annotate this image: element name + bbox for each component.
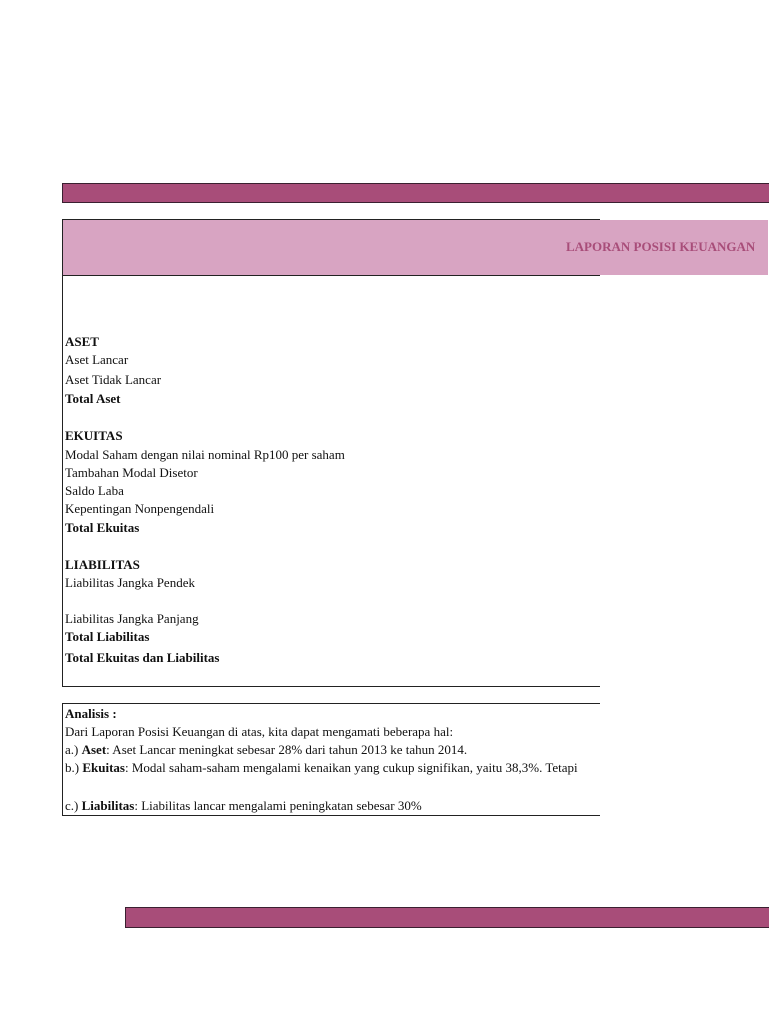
bottom-band [125, 907, 769, 928]
analysis-heading: Analisis : [65, 706, 117, 721]
ekuitas-item: Saldo Laba [65, 483, 124, 498]
ekuitas-item: Modal Saham dengan nilai nominal Rp100 per saham [65, 447, 345, 462]
liabilitas-heading: LIABILITAS [65, 557, 140, 572]
liabilitas-total: Total Liabilitas [65, 629, 150, 644]
page-title: LAPORAN POSISI KEUANGAN [566, 239, 756, 254]
liabilitas-item: Liabilitas Jangka Panjang [65, 611, 199, 626]
analysis-point: a.) Aset: Aset Lancar meningkat sebesar 28% dari tahun 2013 ke tahun 2014. [65, 742, 468, 757]
ekuitas-total: Total Ekuitas [65, 520, 140, 535]
aset-total: Total Aset [65, 391, 121, 406]
analysis-point: c.) Liabilitas: Liabilitas lancar mengalami peningkatan sebesar 30% [65, 798, 422, 813]
aset-item: Aset Lancar [65, 352, 129, 367]
aset-heading: ASET [65, 334, 99, 349]
ekuitas-heading: EKUITAS [65, 428, 123, 443]
analysis-point: b.) Ekuitas: Modal saham-saham mengalami kenaikan yang cukup signifikan, yaitu 38,3%. Tetapi [65, 760, 578, 775]
liabilitas-item: Liabilitas Jangka Pendek [65, 575, 195, 590]
ekuitas-item: Kepentingan Nonpengendali [65, 501, 215, 516]
grand-total: Total Ekuitas dan Liabilitas [65, 650, 220, 665]
analysis-intro: Dari Laporan Posisi Keuangan di atas, kita dapat mengamati beberapa hal: [65, 724, 454, 739]
ekuitas-item: Tambahan Modal Disetor [65, 465, 198, 480]
aset-item: Aset Tidak Lancar [65, 372, 162, 387]
